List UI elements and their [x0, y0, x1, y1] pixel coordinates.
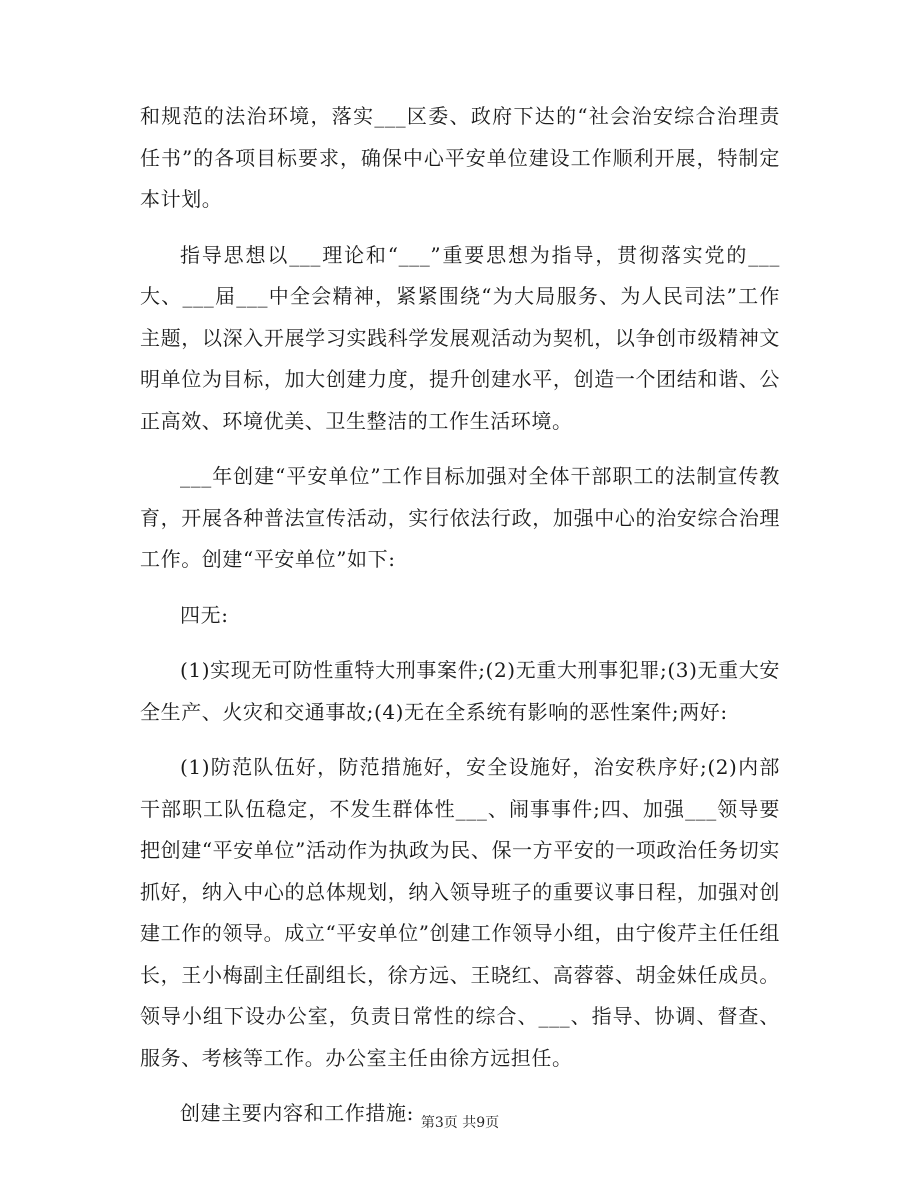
- paragraph-4: 四无:: [180, 602, 229, 627]
- paragraph-2: 指导思想以___理论和“___”重要思想为指导，贯彻落实党的___大、___届___中全会精神，紧紧围绕“为大局服务、为人民司法”工作主题，以深入开展学习实践科学发展观活动为契机，以争创市级精神文明单位为目标，加大创建力度，提升创建水平，创造一个团结和谐、公正高效、环境优美、卫生整洁的工作生活环境。: [140, 242, 780, 433]
- document-body: [140, 96, 780, 1149]
- paragraph-5: (1)实现无可防性重特大刑事案件;(2)无重大刑事犯罪;(3)无重大安全生产、火灾和交通事故;(4)无在全系统有影响的恶性案件;两好:: [140, 658, 780, 724]
- page-number-footer: 第3页 共9页: [420, 1115, 500, 1131]
- paragraph-7: 创建主要内容和工作措施:: [180, 1101, 414, 1125]
- paragraph-3: ___年创建“平安单位”工作目标加强对全体干部职工的法制宣传教育，开展各种普法宣传活动，实行依法行政，加强中心的治安综合治理工作。创建“平安单位”如下:: [140, 464, 780, 571]
- paragraph-6: (1)防范队伍好，防范措施好，安全设施好，治安秩序好;(2)内部干部职工队伍稳定，不发生群体性___、闹事事件;四、加强___领导要把创建“平安单位”活动作为执政为民、保一方平安的一项政治任务切实抓好，纳入中心的总体规划，纳入领导班子的重要议事日程，加强对创建工作的领导。成立“平安单位”创建工作领导小组，由宁俊芹主任任组长，王小梅副主任副组长，徐方远、王晓红、高蓉蓉、胡金妹任成员。领导小组下设办公室，负责日常性的综合、___、指导、协调、督查、服务、考核等工作。办公室主任由徐方远担任。: [140, 755, 780, 1070]
- paragraph-1: 和规范的法治环境，落实___区委、政府下达的“社会治安综合治理责任书”的各项目标要求，确保中心平安单位建设工作顺利开展，特制定本计划。: [140, 104, 780, 211]
